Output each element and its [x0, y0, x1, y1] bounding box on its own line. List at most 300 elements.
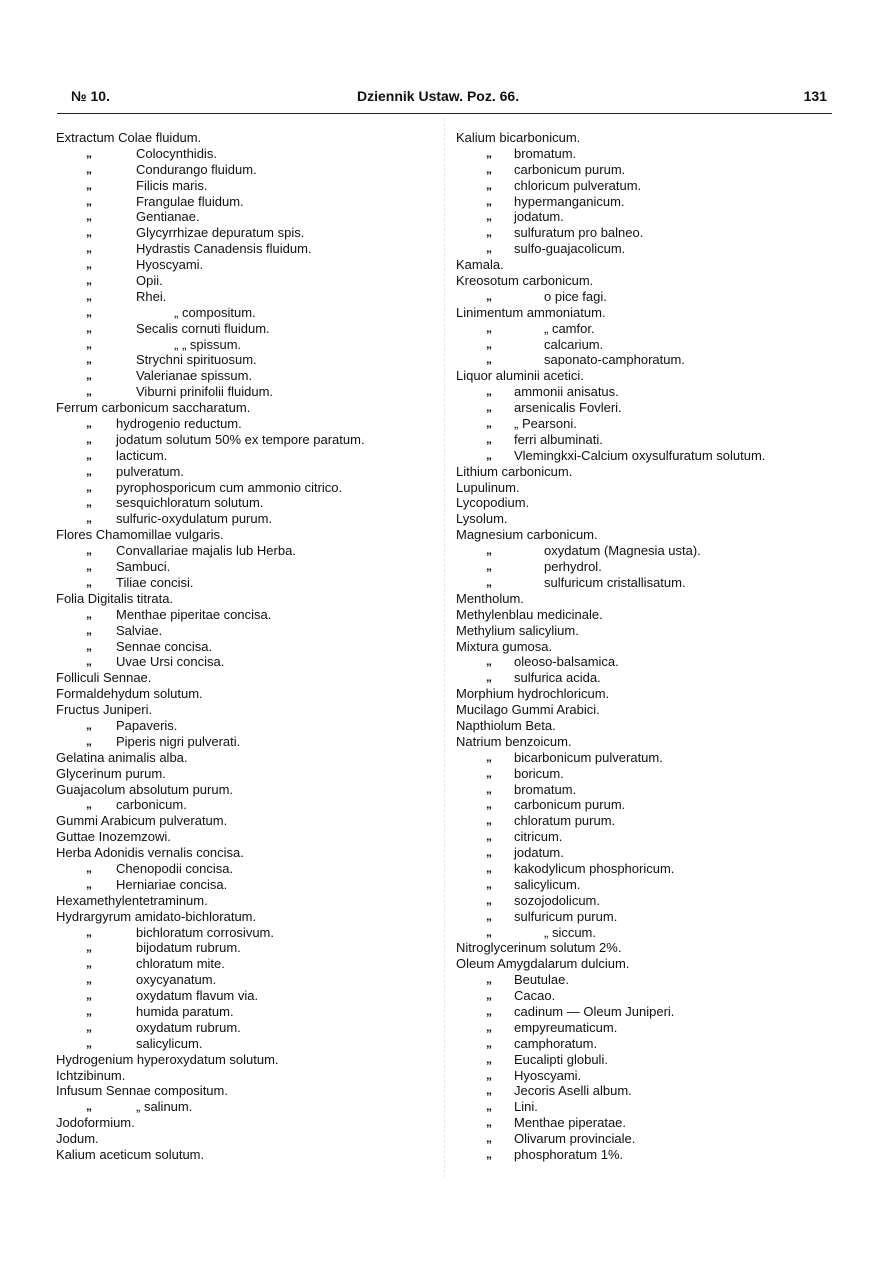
list-item [456, 877, 836, 893]
list-item-text: Lini. [514, 1099, 538, 1115]
ditto-mark: „ [86, 447, 92, 462]
list-item [456, 448, 836, 464]
list-item [456, 1131, 836, 1147]
ditto-mark: „ [486, 559, 492, 574]
list-item [56, 162, 441, 178]
list-item-text: carbonicum. [116, 797, 187, 813]
list-item-text: Mixtura gumosa. [456, 638, 553, 654]
list-item [56, 225, 441, 241]
list-item-text: hydrogenio reductum. [116, 416, 242, 432]
list-item [56, 654, 441, 670]
list-item-text: salicylicum. [136, 1035, 203, 1051]
left-column [56, 130, 441, 1163]
ditto-mark: „ [86, 606, 92, 621]
ditto-mark: „ [86, 336, 92, 351]
list-item [56, 623, 441, 639]
ditto-mark: „ [486, 447, 492, 462]
list-item [456, 321, 836, 337]
list-item-text: sulfurica acida. [514, 670, 601, 686]
list-item-text: Chenopodii concisa. [116, 860, 234, 876]
list-item [456, 511, 836, 527]
ditto-mark: „ [86, 273, 92, 288]
list-item-text: ammonii anisatus. [514, 384, 619, 400]
list-item [456, 1036, 836, 1052]
list-item-text: Gelatina animalis alba. [56, 749, 188, 765]
column-divider [444, 118, 445, 1178]
list-item-text: jodatum. [514, 845, 564, 861]
list-item-text: pulveratum. [116, 463, 184, 479]
ditto-mark: „ [486, 1115, 492, 1130]
ditto-mark: „ [486, 876, 492, 891]
ditto-mark: „ [486, 431, 492, 446]
list-item [456, 241, 836, 257]
list-item-text: kakodylicum phosphoricum. [514, 860, 675, 876]
list-item-text: Sambuci. [116, 559, 171, 575]
ditto-mark: „ [86, 145, 92, 160]
ditto-mark: „ [486, 813, 492, 828]
ditto-mark: „ [86, 241, 92, 256]
list-item [456, 718, 836, 734]
ditto-mark: „ [486, 1035, 492, 1050]
list-item [456, 925, 836, 941]
ditto-mark: „ [86, 876, 92, 891]
list-item-text: Methylium salicylium. [456, 622, 579, 638]
ditto-mark: „ [486, 416, 492, 431]
ditto-mark: „ [486, 1067, 492, 1082]
list-item [456, 845, 836, 861]
list-item [456, 162, 836, 178]
list-item-text: „ compositum. [174, 304, 256, 320]
list-item-text: bichloratum corrosivum. [136, 924, 274, 940]
list-item-text: Flores Chamomillae vulgaris. [56, 527, 224, 543]
list-item [56, 257, 441, 273]
ditto-mark: „ [86, 1019, 92, 1034]
list-item [456, 1020, 836, 1036]
list-item-text: Glycerinum purum. [56, 765, 166, 781]
list-item-text: salicylicum. [514, 876, 581, 892]
list-item [456, 289, 836, 305]
list-item [56, 940, 441, 956]
list-item [56, 607, 441, 623]
list-item [56, 1004, 441, 1020]
list-item-text: Magnesium carbonicum. [456, 527, 598, 543]
ditto-mark: „ [486, 320, 492, 335]
ditto-mark: „ [86, 320, 92, 335]
list-item [56, 861, 441, 877]
list-item [56, 178, 441, 194]
ditto-mark: „ [486, 781, 492, 796]
ditto-mark: „ [86, 479, 92, 494]
list-item-text: Tiliae concisi. [116, 574, 194, 590]
page-header [57, 88, 827, 110]
list-item [56, 893, 441, 909]
list-item-text: Mucilago Gummi Arabici. [456, 702, 600, 718]
ditto-mark: „ [86, 193, 92, 208]
list-item [56, 797, 441, 813]
list-item [456, 654, 836, 670]
list-item-text: Natrium benzoicum. [456, 733, 572, 749]
list-item [56, 1147, 441, 1163]
list-item [56, 639, 441, 655]
list-item [456, 782, 836, 798]
list-item-text: Hyoscyami. [514, 1067, 582, 1083]
list-item [456, 686, 836, 702]
list-item-text: sulfuratum pro balneo. [514, 225, 644, 241]
list-item-text: „ salinum. [136, 1099, 193, 1115]
ditto-mark: „ [86, 733, 92, 748]
list-item [56, 877, 441, 893]
list-item-text: Kalium bicarbonicum. [456, 130, 581, 145]
list-item-text: Eucalipti globuli. [514, 1051, 608, 1067]
list-item-text: Folliculi Sennae. [56, 670, 152, 686]
list-item [456, 940, 836, 956]
ditto-mark: „ [486, 988, 492, 1003]
list-item-text: Viburni prinifolii fluidum. [136, 384, 274, 400]
ditto-mark: „ [486, 384, 492, 399]
list-item [56, 1131, 441, 1147]
ditto-mark: „ [486, 670, 492, 685]
list-item [56, 448, 441, 464]
list-item-text: Formaldehydum solutum. [56, 686, 203, 702]
list-item-text: Uvae Ursi concisa. [116, 654, 225, 670]
ditto-mark: „ [86, 288, 92, 303]
list-item-text: chloratum mite. [136, 956, 225, 972]
list-item [456, 368, 836, 384]
list-item [456, 1083, 836, 1099]
list-item [456, 1052, 836, 1068]
list-item-text: calcarium. [544, 336, 604, 352]
list-item-text: perhydrol. [544, 559, 602, 575]
list-item [56, 813, 441, 829]
list-item-text: chloratum purum. [514, 813, 616, 829]
list-item [56, 305, 441, 321]
ditto-mark: „ [486, 654, 492, 669]
list-item [56, 146, 441, 162]
ditto-mark: „ [486, 845, 492, 860]
ditto-mark: „ [486, 1019, 492, 1034]
list-item [456, 1004, 836, 1020]
ditto-mark: „ [86, 177, 92, 192]
list-item [56, 209, 441, 225]
list-item [56, 909, 441, 925]
list-item [56, 1068, 441, 1084]
list-item [456, 893, 836, 909]
list-item [456, 543, 836, 559]
ditto-mark: „ [486, 352, 492, 367]
ditto-mark: „ [86, 972, 92, 987]
ditto-mark: „ [486, 908, 492, 923]
list-item [456, 1115, 836, 1131]
list-item [456, 861, 836, 877]
ditto-mark: „ [486, 225, 492, 240]
header-rule [57, 113, 832, 114]
list-item-text: jodatum. [514, 209, 564, 225]
list-item [56, 273, 441, 289]
list-item [56, 750, 441, 766]
list-item-text: camphoratum. [514, 1035, 598, 1051]
list-item-text: Secalis cornuti fluidum. [136, 320, 270, 336]
list-item-text: carbonicum purum. [514, 161, 626, 177]
list-item-text: Hexamethylentetraminum. [56, 892, 208, 908]
list-item-text: Guttae Inozemzowi. [56, 829, 171, 845]
list-item [456, 146, 836, 162]
list-item-text: citricum. [514, 829, 563, 845]
ditto-mark: „ [86, 209, 92, 224]
page-number: 131 [803, 88, 827, 104]
list-item [456, 575, 836, 591]
list-item [456, 464, 836, 480]
ditto-mark: „ [486, 1083, 492, 1098]
list-item-text: Folia Digitalis titrata. [56, 590, 174, 606]
ditto-mark: „ [486, 209, 492, 224]
list-item [456, 352, 836, 368]
list-item [56, 686, 441, 702]
ditto-mark: „ [486, 1003, 492, 1018]
list-item-text: Liquor aluminii acetici. [456, 368, 584, 384]
list-item [456, 1147, 836, 1163]
list-item [456, 209, 836, 225]
list-item [56, 734, 441, 750]
list-item-text: Gentianae. [136, 209, 200, 225]
list-item-text: Sennae concisa. [116, 638, 213, 654]
list-item-text: sulfuricum purum. [514, 908, 618, 924]
list-item [56, 543, 441, 559]
ditto-mark: „ [86, 1035, 92, 1050]
ditto-mark: „ [486, 1099, 492, 1114]
list-item [56, 352, 441, 368]
ditto-mark: „ [86, 1003, 92, 1018]
list-item [456, 909, 836, 925]
list-item-text: Piperis nigri pulverati. [116, 733, 241, 749]
list-item [56, 766, 441, 782]
ditto-mark: „ [86, 257, 92, 272]
list-item [56, 527, 441, 543]
ditto-mark: „ [486, 829, 492, 844]
list-item-text: Jodoformium. [56, 1115, 135, 1131]
list-item-text: Herba Adonidis vernalis concisa. [56, 845, 244, 861]
ditto-mark: „ [486, 892, 492, 907]
list-item-text: oleoso-balsamica. [514, 654, 619, 670]
list-item [456, 225, 836, 241]
list-item [56, 241, 441, 257]
list-item-text: Morphium hydrochloricum. [456, 686, 610, 702]
ditto-mark: „ [86, 225, 92, 240]
list-item-text: hypermanganicum. [514, 193, 625, 209]
list-item [456, 607, 836, 623]
ditto-mark: „ [86, 368, 92, 383]
list-item [456, 956, 836, 972]
list-item [56, 972, 441, 988]
list-item [56, 1083, 441, 1099]
ditto-mark: „ [86, 956, 92, 971]
ditto-mark: „ [86, 940, 92, 955]
ditto-mark: „ [86, 559, 92, 574]
ditto-mark: „ [86, 988, 92, 1003]
list-item-text: Kamala. [456, 257, 504, 273]
list-item-text: Salviae. [116, 622, 163, 638]
list-item [56, 1115, 441, 1131]
list-item-text: sozojodolicum. [514, 892, 600, 908]
list-item-text: boricum. [514, 765, 564, 781]
ditto-mark: „ [486, 574, 492, 589]
list-item-text: Infusum Sennae compositum. [56, 1083, 228, 1099]
ditto-mark: „ [486, 336, 492, 351]
list-item-text: sulfo-guajacolicum. [514, 241, 626, 257]
list-item [56, 702, 441, 718]
ditto-mark: „ [86, 511, 92, 526]
ditto-mark: „ [486, 193, 492, 208]
ditto-mark: „ [486, 1051, 492, 1066]
list-item-text: oxycyanatum. [136, 972, 217, 988]
right-column [456, 130, 836, 1163]
list-item [456, 670, 836, 686]
list-item-text: Lithium carbonicum. [456, 463, 573, 479]
list-item [56, 337, 441, 353]
ditto-mark: „ [486, 860, 492, 875]
ditto-mark: „ [86, 495, 92, 510]
list-item [56, 289, 441, 305]
list-item-text: o pice fagi. [544, 288, 607, 304]
list-item-text: Opii. [136, 273, 163, 289]
list-item-text: Colocynthidis. [136, 145, 217, 161]
list-item-text: bromatum. [514, 145, 577, 161]
list-item-text: Jecoris Aselli album. [514, 1083, 632, 1099]
list-item-text: ferri albuminati. [514, 431, 603, 447]
list-item [56, 194, 441, 210]
list-item-text: Menthae piperitae concisa. [116, 606, 272, 622]
journal-title: Dziennik Ustaw. Poz. 66. [357, 88, 520, 104]
ditto-mark: „ [86, 574, 92, 589]
list-item-text: Herniariae concisa. [116, 876, 228, 892]
ditto-mark: „ [86, 463, 92, 478]
list-item [456, 829, 836, 845]
list-item [456, 591, 836, 607]
list-item [456, 623, 836, 639]
list-item [456, 178, 836, 194]
ditto-mark: „ [86, 717, 92, 732]
list-item [456, 988, 836, 1004]
list-item [456, 273, 836, 289]
list-item-text: Guajacolum absolutum purum. [56, 781, 234, 797]
list-item-text: oxydatum flavum via. [136, 988, 259, 1004]
list-item-text: chloricum pulveratum. [514, 177, 642, 193]
ditto-mark: „ [486, 543, 492, 558]
list-item-text: pyrophosporicum cum ammonio citrico. [116, 479, 343, 495]
list-item [56, 829, 441, 845]
list-item [56, 480, 441, 496]
list-item-text: Filicis maris. [136, 177, 208, 193]
ditto-mark: „ [86, 1099, 92, 1114]
list-item [56, 511, 441, 527]
ditto-mark: „ [486, 145, 492, 160]
list-item-text: Strychni spirituosum. [136, 352, 257, 368]
list-item [56, 718, 441, 734]
list-item-text: oxydatum rubrum. [136, 1019, 241, 1035]
ditto-mark: „ [486, 749, 492, 764]
list-item-text: Vlemingkxi-Calcium oxysulfuratum solutum. [514, 447, 766, 463]
list-item-text: Hydrargyrum amidato-bichloratum. [56, 908, 257, 924]
list-item-text: bromatum. [514, 781, 577, 797]
list-item [456, 559, 836, 575]
list-item [456, 194, 836, 210]
list-item [56, 400, 441, 416]
list-item-text: „ siccum. [544, 924, 596, 940]
list-item-text: Linimentum ammoniatum. [456, 304, 606, 320]
list-item-text: Beutulae. [514, 972, 569, 988]
ditto-mark: „ [86, 654, 92, 669]
list-item-text: oxydatum (Magnesia usta). [544, 543, 701, 559]
list-item [456, 1068, 836, 1084]
list-item [456, 337, 836, 353]
list-item-text: Methylenblau medicinale. [456, 606, 603, 622]
list-item [56, 956, 441, 972]
ditto-mark: „ [486, 400, 492, 415]
list-item [56, 368, 441, 384]
list-item [56, 670, 441, 686]
list-item [456, 639, 836, 655]
list-item-text: Lysolum. [456, 511, 508, 527]
list-item-text: Jodum. [56, 1131, 99, 1147]
ditto-mark: „ [486, 924, 492, 939]
list-item-text: Oleum Amygdalarum dulcium. [456, 956, 630, 972]
ditto-mark: „ [86, 797, 92, 812]
list-item [56, 321, 441, 337]
list-item [456, 305, 836, 321]
list-item [56, 384, 441, 400]
list-item [56, 925, 441, 941]
list-item [456, 527, 836, 543]
list-item-text: bijodatum rubrum. [136, 940, 241, 956]
list-item [456, 1099, 836, 1115]
list-item-text: Cacao. [514, 988, 556, 1004]
ditto-mark: „ [486, 972, 492, 987]
list-item-text: „ camfor. [544, 320, 595, 336]
list-item-text: sulfuric-oxydulatum purum. [116, 511, 273, 527]
list-item [456, 766, 836, 782]
list-item [456, 384, 836, 400]
list-item-text: sulfuricum cristallisatum. [544, 574, 686, 590]
list-item [56, 1036, 441, 1052]
list-item [56, 1099, 441, 1115]
list-item [456, 480, 836, 496]
ditto-mark: „ [486, 1147, 492, 1161]
list-item-text: Kreosotum carbonicum. [456, 273, 594, 289]
list-item-text: „ „ spissum. [174, 336, 242, 352]
list-item [56, 1020, 441, 1036]
list-item [56, 416, 441, 432]
list-item-text: carbonicum purum. [514, 797, 626, 813]
list-item-text: jodatum solutum 50% ex tempore paratum. [116, 431, 365, 447]
list-item-text: Papaveris. [116, 717, 178, 733]
list-item [456, 495, 836, 511]
list-item-text: Hyoscyami. [136, 257, 204, 273]
list-item [456, 432, 836, 448]
list-item-text: Glycyrrhizae depuratum spis. [136, 225, 305, 241]
ditto-mark: „ [486, 241, 492, 256]
list-item-text: Valerianae spissum. [136, 368, 253, 384]
list-item-text: Lycopodium. [456, 495, 530, 511]
list-item-text: Gummi Arabicum pulveratum. [56, 813, 228, 829]
list-item [456, 734, 836, 750]
list-item [456, 972, 836, 988]
list-item [56, 591, 441, 607]
list-item [456, 400, 836, 416]
list-item-text: Hydrastis Canadensis fluidum. [136, 241, 312, 257]
ditto-mark: „ [486, 161, 492, 176]
ditto-mark: „ [86, 161, 92, 176]
list-item [56, 782, 441, 798]
issue-number: № 10. [71, 88, 110, 104]
